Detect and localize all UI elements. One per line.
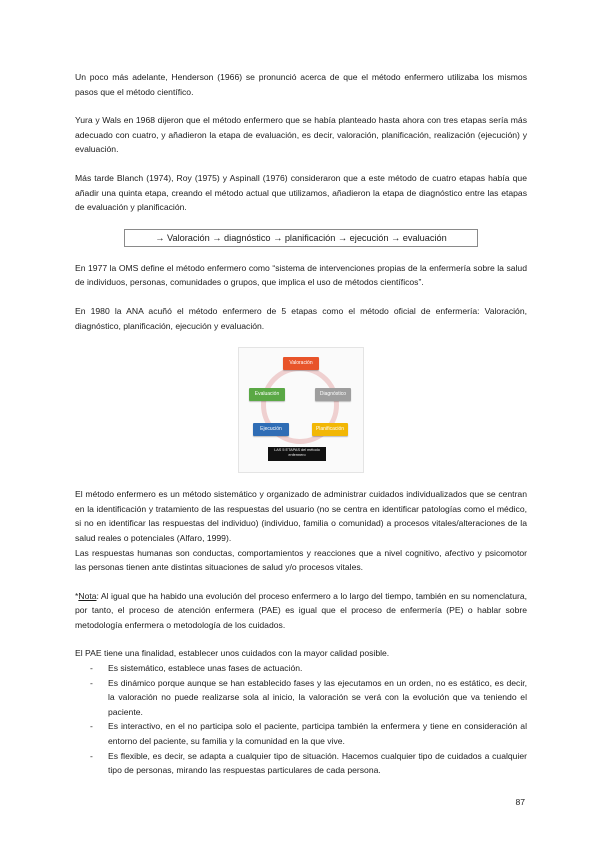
paragraph-henderson: Un poco más adelante, Henderson (1966) se pronunció acerca de que el método enfermero utilizaba los mismos pasos que el método científico.: [75, 72, 527, 97]
stage-ejecucion: Ejecución: [253, 423, 289, 436]
page-number: 87: [515, 797, 525, 807]
paragraph-definition: El método enfermero es un método sistemático y organizado de administrar cuidados individualizados que se centran en la identificación y tratamiento de las respuestas del usuario (no se centra en identificar patologías como el médico, si no en identificar las respuestas del individuo) (individuo, familia o comunidad) a procesos vitales/alteraciones de la salud reales o potenciales (Alfaro, 1999).: [75, 489, 527, 543]
process-flow-box: → Valoración → diagnóstico → planificación → ejecución → evaluación: [124, 229, 478, 247]
paragraph-yura-wals: Yura y Wals en 1968 dijeron que el método enfermero que se había planteado hasta ahora con tres etapas sería más adecuado con cuatro, y añadieron la etapa de evaluación, es decir, valoración, planificación, realización (ejecución) y evaluación.: [75, 115, 527, 155]
pae-characteristics-list: [75, 661, 527, 778]
note-prefix: *: [75, 590, 79, 601]
paragraph-blanch-roy-aspinall: Más tarde Blanch (1974), Roy (1975) y Aspinall (1976) consideraron que a este método de cuatro etapas había que añadir una quinta etapa, creando el método actual que utilizamos, añadieron la etapa de diagnóstico entre las etapas de evaluación y planificación.: [75, 172, 527, 213]
list-item: - Es interactivo, en el no participa solo el paciente, participa también la enfermera y tiene en consideración al entorno del paciente, su familia y la comunidad en la que vive.: [75, 719, 527, 748]
list-item: - Es sistemático, establece unas fases de actuación.: [75, 661, 527, 676]
list-item: - Es flexible, es decir, se adapta a cualquier tipo de situación. Hacemos cualquier tipo de cuidados a cualquier tipo de personas, mirando las respuestas particulares de cada persona.: [75, 749, 527, 778]
stage-diagnostico: Diagnóstico: [315, 388, 351, 401]
note-label: Nota: [78, 590, 97, 601]
note-paragraph: [75, 589, 527, 633]
stage-evaluacion: Evaluación: [249, 388, 285, 401]
figure-caption: LAS 5 ETAPAS del método enfermero: [268, 447, 326, 461]
paragraph-human-responses: Las respuestas humanas son conductas, comportamientos y reacciones que a nivel cognitivo, afectivo y psicomotor las personas tienen ante distintas situaciones de salud y/o procesos vitales.: [75, 547, 527, 573]
page-content: [75, 70, 527, 778]
five-stages-figure: [238, 347, 364, 473]
paragraph-oms: En 1977 la OMS define el método enfermero como “sistema de intervenciones propias de la enfermería sobre la salud de individuos, personas, comunidades o grupos, que implica el uso de métodos científicos”.: [75, 262, 527, 288]
stage-valoracion: Valoración: [283, 357, 319, 370]
stage-planificacion: Planificación: [312, 423, 348, 436]
note-text: : Al igual que ha habido una evolución del proceso enfermero a lo largo del tiempo, también en su nomenclatura, por tanto, el proceso de atención enfermera (PAE) es igual que el proceso de enfermería (PE) o hablar sobre metodología enfermera o metodología de los cuidados.: [75, 590, 527, 630]
list-item: - Es dinámico porque aunque se han establecido fases y las ejecutamos en un orden, no es estático, es decir, la valoración no puede realizarse sola al inicio, la valoración se verá con la evolución que va teniendo el paciente.: [75, 676, 527, 720]
paragraph-ana: En 1980 la ANA acuñó el método enfermero de 5 etapas como el método oficial de enfermería: Valoración, diagnóstico, planificación, ejecución y evaluación.: [75, 305, 527, 331]
paragraph-pae-purpose: El PAE tiene una finalidad, establecer unos cuidados con la mayor calidad posible.: [75, 648, 390, 659]
